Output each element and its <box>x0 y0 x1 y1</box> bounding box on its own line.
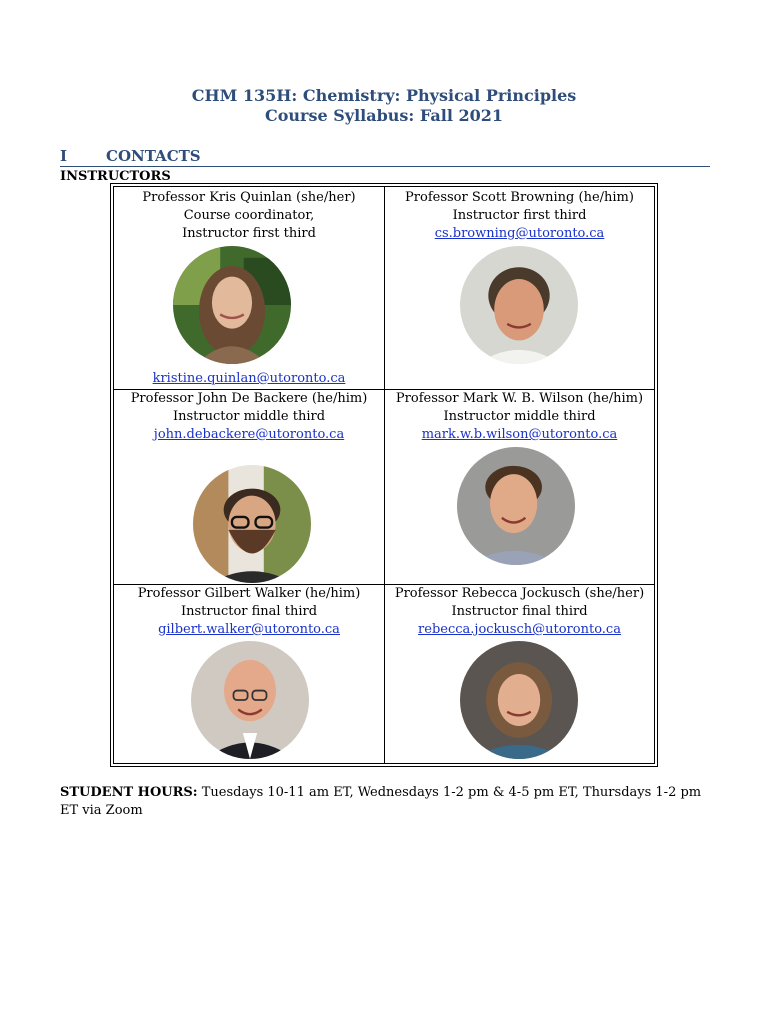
instructor-role: Instructor middle third <box>172 409 326 424</box>
syllabus-subtitle: Course Syllabus: Fall 2021 <box>264 106 503 125</box>
student-hours-text: Tuesdays 10-11 am ET, Wednesdays 1-2 pm & 4-5 pm ET, Thursdays 1-2 pm ET via Zoom <box>60 785 702 818</box>
section-label: CONTACTS <box>106 147 201 165</box>
instructor-role: Instructor middle third <box>443 409 596 424</box>
student-hours-label: STUDENT HOURS: <box>60 785 198 800</box>
instructor-email-link[interactable]: gilbert.walker@utoronto.ca <box>158 622 340 637</box>
instructor-role: Instructor first third <box>452 208 587 223</box>
course-title: CHM 135H: Chemistry: Physical Principles <box>191 86 577 105</box>
instructor-cell-jockusch <box>385 585 654 763</box>
instructor-name: Professor Gilbert Walker (he/him) <box>137 586 361 601</box>
instructor-email-link[interactable]: rebecca.jockusch@utoronto.ca <box>418 622 621 637</box>
section-heading-contacts <box>60 147 710 167</box>
student-hours <box>60 784 720 820</box>
instructor-name: Professor Mark W. B. Wilson (he/him) <box>395 391 644 406</box>
instructor-photo <box>460 641 578 759</box>
instructor-photo <box>191 641 309 759</box>
instructor-email-link[interactable]: kristine.quinlan@utoronto.ca <box>152 371 346 386</box>
instructor-name: Professor John De Backere (he/him) <box>130 391 368 406</box>
instructor-name: Professor Kris Quinlan (she/her) <box>142 190 356 205</box>
instructor-name: Professor Rebecca Jockusch (she/her) <box>394 586 645 601</box>
instructor-cell-debackere <box>114 390 384 584</box>
instructor-email-link[interactable]: cs.browning@utoronto.ca <box>434 226 605 241</box>
instructor-email-link[interactable]: john.debackere@utoronto.ca <box>153 427 345 442</box>
instructor-photo <box>460 246 578 364</box>
instructors-subheading: INSTRUCTORS <box>60 169 171 184</box>
instructor-role: Instructor final third <box>451 604 588 619</box>
section-number: I <box>60 147 68 165</box>
instructor-name: Professor Scott Browning (he/him) <box>405 190 634 205</box>
instructor-cell-quinlan <box>114 189 384 389</box>
instructor-photo <box>193 465 311 583</box>
instructor-cell-browning <box>385 189 654 389</box>
instructor-photo <box>457 447 575 565</box>
instructor-email-link[interactable]: mark.w.b.wilson@utoronto.ca <box>421 427 618 442</box>
instructor-cell-wilson <box>385 390 654 584</box>
instructors-table <box>113 186 655 764</box>
instructor-cell-walker <box>114 585 384 763</box>
instructor-role: Instructor final third <box>180 604 318 619</box>
instructor-role: Course coordinator, <box>183 208 315 223</box>
instructor-role: Instructor first third <box>182 226 316 241</box>
instructor-photo <box>173 246 291 364</box>
